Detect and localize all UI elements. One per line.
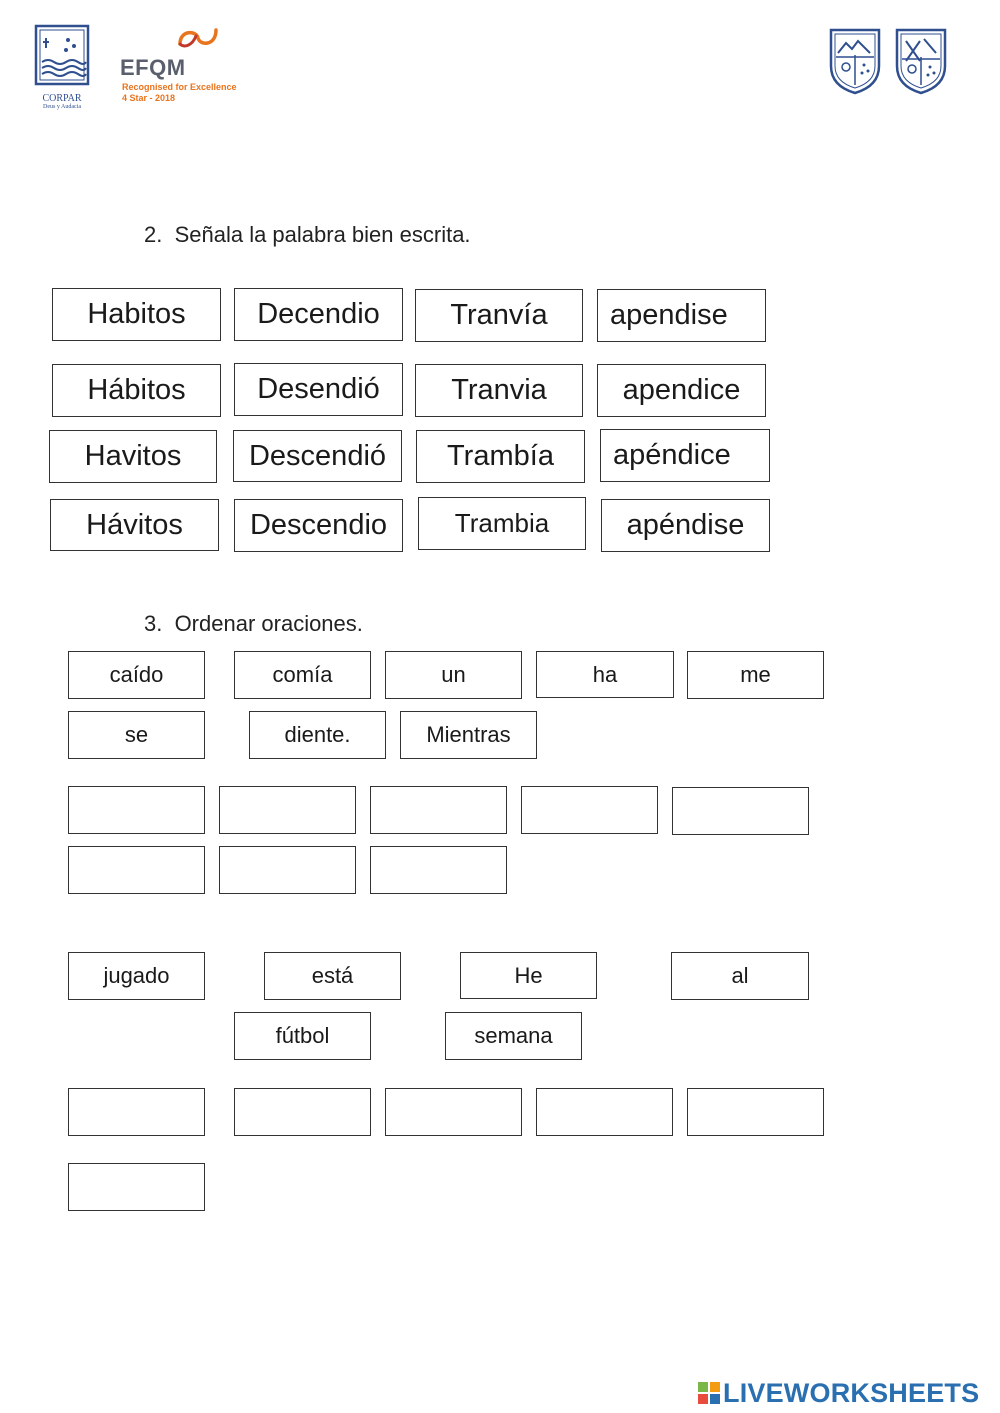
corpar-logo (34, 24, 90, 108)
word-tile[interactable]: se (68, 711, 205, 759)
word-tile[interactable]: Mientras (400, 711, 537, 759)
word-option[interactable]: apéndise (601, 499, 770, 552)
section3-title: 3. Ordenar oraciones. (144, 611, 363, 636)
efqm-stars: 4 Star - 2018 (122, 93, 176, 103)
school-crest-right (894, 27, 948, 100)
brand-name: LIVEWORKSHEETS (723, 1377, 980, 1408)
word-option[interactable]: Hábitos (52, 364, 221, 417)
word-tile[interactable]: jugado (68, 952, 205, 1000)
word-tile[interactable]: fútbol (234, 1012, 371, 1060)
answer-slot[interactable] (234, 1088, 371, 1136)
efqm-recognised: Recognised for Excellence (122, 82, 237, 92)
efqm-logo (120, 22, 240, 106)
answer-slot[interactable] (370, 846, 507, 894)
answer-slot[interactable] (672, 787, 809, 835)
efqm-infinity-icon (176, 22, 220, 52)
word-option[interactable]: Hávitos (50, 499, 219, 551)
answer-slot[interactable] (68, 786, 205, 834)
word-option[interactable]: apéndice (600, 429, 770, 482)
answer-slot[interactable] (521, 786, 658, 834)
corpar-motto: Deus y Audacia (43, 104, 81, 110)
answer-slot[interactable] (219, 846, 356, 894)
corpar-name: CORPAR (42, 93, 82, 104)
word-option[interactable]: apendice (597, 364, 766, 417)
word-option[interactable]: Trambia (418, 497, 586, 550)
word-tile[interactable]: al (671, 952, 809, 1000)
shield-icon (894, 27, 948, 95)
answer-slot[interactable] (68, 846, 205, 894)
word-tile[interactable]: está (264, 952, 401, 1000)
answer-slot[interactable] (68, 1088, 205, 1136)
shield-icon (828, 27, 882, 95)
word-option[interactable]: Descendio (234, 499, 403, 552)
word-tile[interactable]: He (460, 952, 597, 999)
school-crest-left (828, 27, 882, 100)
word-tile[interactable]: me (687, 651, 824, 699)
section2-title: 2. Señala la palabra bien escrita. (144, 222, 471, 247)
word-option[interactable]: apendise (597, 289, 766, 342)
answer-slot[interactable] (68, 1163, 205, 1211)
corpar-crest-icon (34, 24, 90, 86)
word-tile[interactable]: caído (68, 651, 205, 699)
word-option[interactable]: Descendió (233, 430, 402, 482)
word-tile[interactable]: semana (445, 1012, 582, 1060)
liveworksheets-grid-icon (697, 1381, 721, 1405)
word-tile[interactable]: ha (536, 651, 674, 698)
word-tile[interactable]: comía (234, 651, 371, 699)
answer-slot[interactable] (536, 1088, 673, 1136)
answer-slot[interactable] (385, 1088, 522, 1136)
word-tile[interactable]: un (385, 651, 522, 699)
word-option[interactable]: Trambía (416, 430, 585, 483)
word-option[interactable]: Tranvía (415, 289, 583, 342)
answer-slot[interactable] (687, 1088, 824, 1136)
liveworksheets-logo (697, 1378, 979, 1408)
word-option[interactable]: Desendió (234, 363, 403, 416)
word-option[interactable]: Tranvia (415, 364, 583, 417)
word-option[interactable]: Havitos (49, 430, 217, 483)
answer-slot[interactable] (370, 786, 507, 834)
word-tile[interactable]: diente. (249, 711, 386, 759)
word-option[interactable]: Decendio (234, 288, 403, 341)
efqm-name: EFQM (120, 55, 186, 80)
word-option[interactable]: Habitos (52, 288, 221, 341)
answer-slot[interactable] (219, 786, 356, 834)
